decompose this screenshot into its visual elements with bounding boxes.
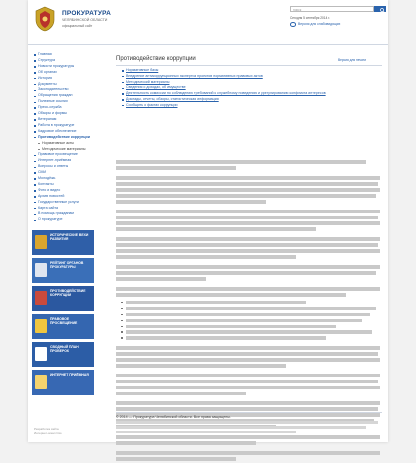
banner-internet-reception[interactable] [32,370,94,395]
sidebar-banners [32,230,96,398]
text-line [116,182,378,186]
bullet-item [126,307,376,310]
nav-item-careers[interactable]: Работа в прокуратуре [34,123,96,129]
text-line [116,255,296,259]
bullet-item [126,336,326,339]
nav-item-contacts[interactable]: Контакты [34,182,96,188]
text-line [116,358,380,362]
nav-item-useful-links[interactable]: Полезные ссылки [34,99,96,105]
bullet-item [126,313,370,316]
section-links [122,68,372,109]
scales-icon [35,291,47,305]
text-line [116,243,378,247]
bullet-item [126,330,372,333]
text-line [116,392,246,396]
text-line [116,216,378,220]
sidebar-nav [34,52,96,223]
text-line [116,352,378,356]
nav-item-press[interactable]: Пресс-служба [34,105,96,111]
page-container [28,0,388,442]
nav-item-faq[interactable]: Вопросы и ответы [34,164,96,170]
text-line [116,435,380,439]
text-line [116,194,376,198]
site-label: официальный сайт [62,24,93,28]
banner-label: ПРОТИВОДЕЙСТВИЕ КОРРУПЦИИ [50,289,86,298]
nav-item-youth[interactable]: Молодёжь [34,176,96,182]
site-footer [116,415,382,433]
section-link[interactable]: Сведения о доходах, об имуществе [122,85,372,91]
site-header [28,0,388,44]
mail-icon [35,375,47,389]
section-link[interactable]: Методический материалы [122,80,372,86]
footer-text-line [116,431,296,434]
page-title: Противодействие коррупции [116,56,196,62]
header-divider [28,44,388,45]
footer-text-line [116,426,366,429]
text-line [116,221,380,225]
title-divider [116,65,382,66]
nav-item-home[interactable]: Главная [34,52,96,58]
print-version-link[interactable]: Версия для печати [338,58,366,62]
copyright-text: © 2014 — Прокуратура Челябинской области. Все права защищены. [116,415,231,419]
text-line [116,176,380,180]
bullet-item [126,301,306,304]
nav-item-news[interactable]: Новости прокуратуры [34,64,96,70]
emblem-icon[interactable] [34,6,56,32]
text-line [116,265,380,269]
section-link[interactable]: Сообщить о фактах коррупции [122,103,372,109]
text-line [116,160,366,164]
banner-history[interactable] [32,230,94,255]
text-line [116,407,378,411]
banner-inspection-plan[interactable] [32,342,94,367]
banner-legal-education[interactable] [32,314,94,339]
nav-item-about-bodies[interactable]: Об органах [34,70,96,76]
text-line [116,277,206,281]
bullet-list [126,301,382,340]
banner-rating[interactable] [32,258,94,283]
text-line [116,249,380,253]
section-link[interactable]: Нормативные базы [122,68,372,74]
nav-item-staffing[interactable]: Кадровое обеспечение [34,129,96,135]
search-icon [380,8,385,13]
nav-item-archive[interactable]: Архив новостей [34,194,96,200]
developer-credit-line: Интернет-агентство [34,430,62,435]
nav-item-about[interactable]: О прокуратуре [34,217,96,223]
bullet-item [126,325,336,328]
banner-label: ПРАВОВОЕ ПРОСВЕЩЕНИЕ [50,317,78,326]
text-line [116,374,380,378]
text-line [116,287,380,291]
footer-divider [116,412,382,413]
section-link[interactable]: Внедрение антикоррупционных экспертиз проектов нормативных правовых актов [122,74,372,80]
nav-item-help[interactable]: В помощь гражданам [34,211,96,217]
section-link[interactable]: Доклады, отчеты, обзоры, статистическая информация [122,97,372,103]
current-date: Сегодня 5 сентября 2014 г. [290,16,330,20]
nav-item-reviews[interactable]: Обзоры и формы [34,111,96,117]
text-line [116,346,380,350]
accessibility-link[interactable] [290,22,340,27]
search-input[interactable]: поиск [290,6,374,12]
text-line [116,271,376,275]
book-icon [35,319,47,333]
nav-item-anticorruption[interactable]: Противодействие коррупции [34,135,96,141]
text-line [116,386,380,390]
nav-item-legal-education[interactable]: Правовое просвещение [34,152,96,158]
text-line [116,200,266,204]
search-button[interactable] [374,6,386,12]
text-line [116,451,380,455]
text-line [116,210,380,214]
text-line [116,380,378,384]
nav-item-structure[interactable]: Структура [34,58,96,64]
document-icon [35,347,47,361]
banner-label: РЕЙТИНГ ОРГАНОВ ПРОКУРАТУРЫ [50,261,84,270]
text-line [116,457,236,461]
banner-label: ИНТЕРНЕТ ПРИЁМНАЯ [50,373,89,377]
org-subtitle: ЧЕЛЯБИНСКОЙ ОБЛАСТИ [62,18,108,22]
nav-subitem-regulations[interactable]: Нормативные акты [34,141,96,147]
nav-item-sitemap[interactable]: Карта сайта [34,206,96,212]
nav-subitem-methods[interactable]: Методические материалы [34,147,96,153]
nav-item-history[interactable]: История [34,76,96,82]
nav-item-media[interactable]: СМИ [34,170,96,176]
chart-icon [35,263,47,277]
text-line [116,227,316,231]
banner-label: СВОДНЫЙ ПЛАН ПРОВЕРОК [50,345,79,354]
text-line [116,401,380,405]
nav-item-photo-video[interactable]: Фото и видео [34,188,96,194]
nav-item-veterans[interactable]: Ветеранам [34,117,96,123]
shield-icon [35,235,47,249]
text-line [116,237,380,241]
nav-item-legislation[interactable]: Законодательство [34,87,96,93]
nav-item-internet-reception[interactable]: Интернет-приёмная [34,158,96,164]
banner-label: ИСТОРИЧЕСКИЕ ВЕХИ РАЗВИТИЯ [50,233,89,242]
nav-item-gov-services[interactable]: Государственные услуги [34,200,96,206]
banner-anticorruption[interactable] [32,286,94,311]
text-line [116,293,346,297]
eye-icon [290,22,296,27]
bullet-item [126,319,362,322]
developer-credit-line: Разработка сайта [34,427,59,431]
developer-credit[interactable] [34,428,62,436]
text-line [116,364,286,368]
footer-text-line [116,421,378,424]
text-line [116,188,380,192]
nav-item-documents[interactable]: Документы [34,82,96,88]
text-line [116,166,236,170]
org-title[interactable]: ПРОКУРАТУРА [62,10,111,17]
nav-item-appeals[interactable]: Обращения граждан [34,93,96,99]
accessibility-link-label: Версия для слабовидящих [297,22,341,27]
section-link[interactable]: Деятельность комиссии по соблюдению требований к служебному поведению и урегулированию конфликта интересов [122,91,372,97]
